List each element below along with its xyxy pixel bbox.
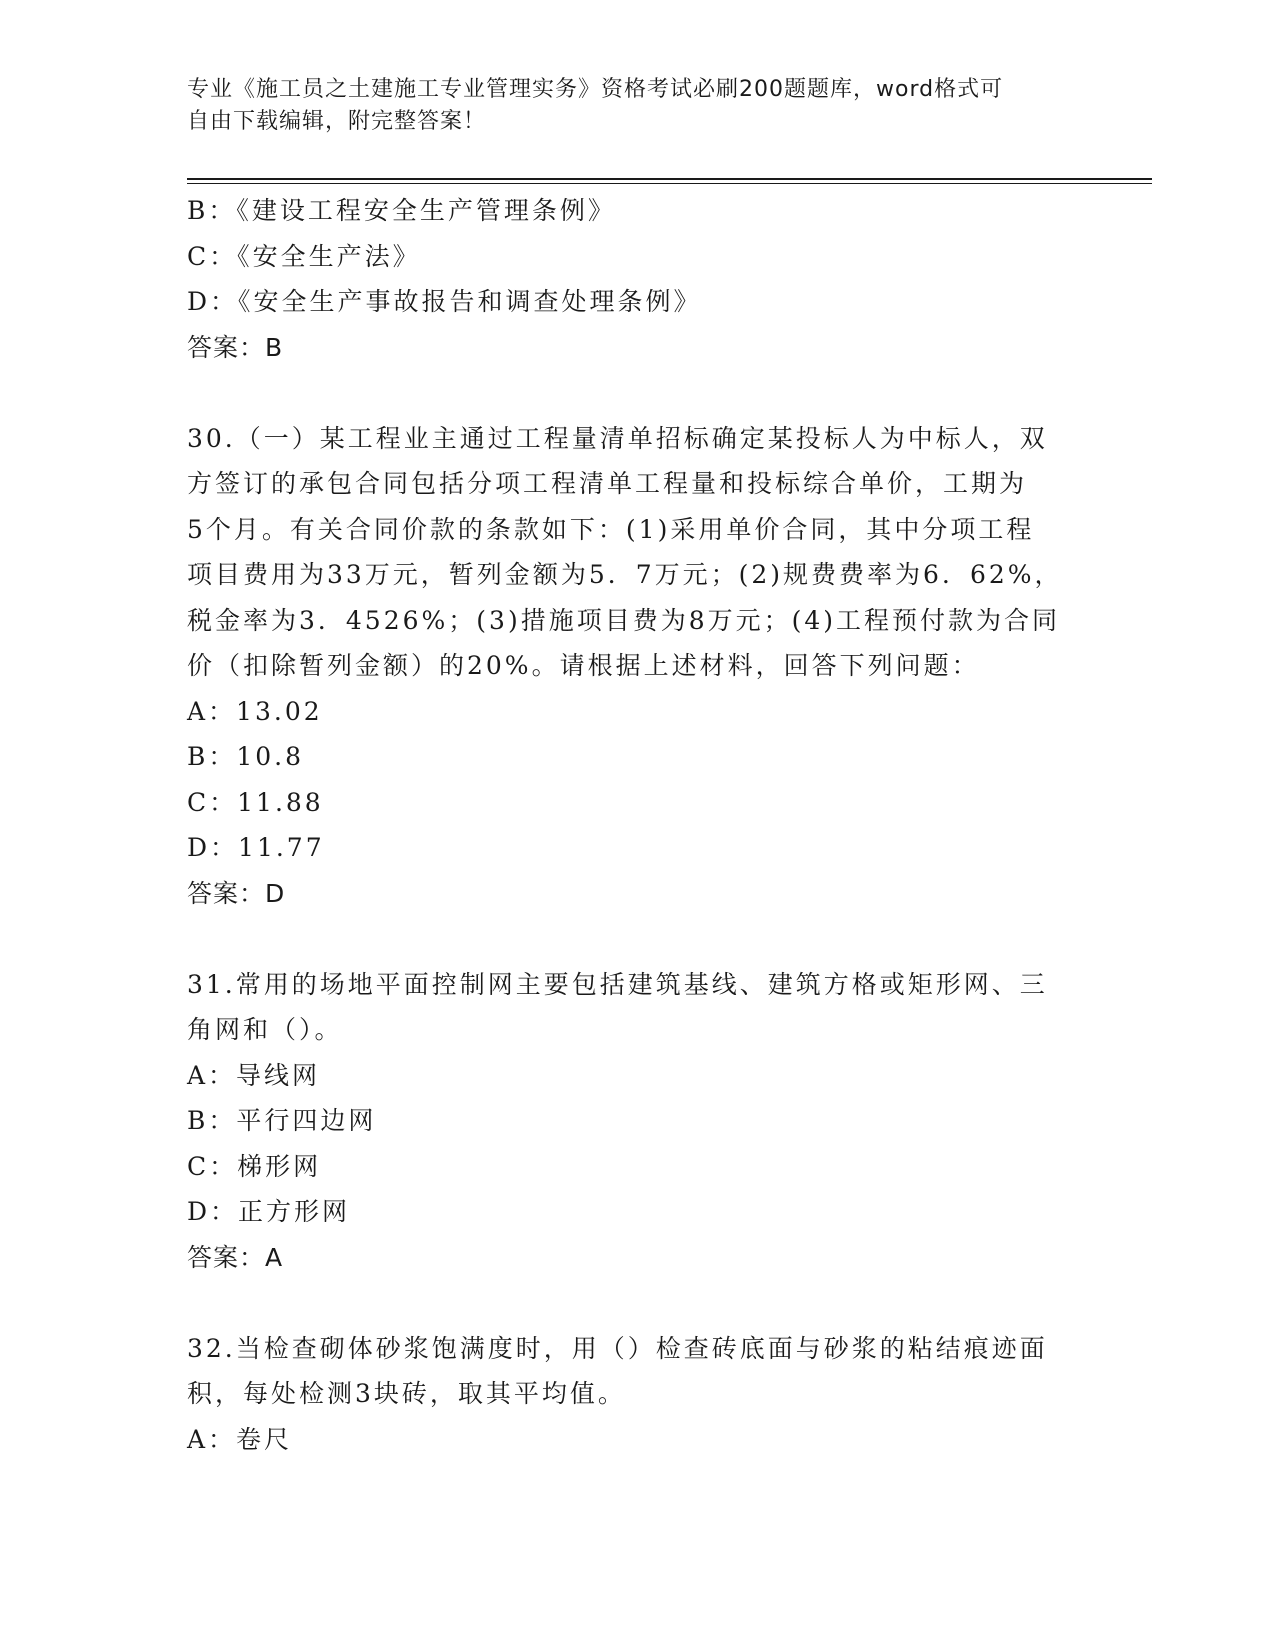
spacer [187, 916, 1087, 962]
question-text-line: 5个月。有关合同价款的条款如下：(1)采用单价合同，其中分项工程 [187, 514, 1035, 544]
answer: 答案：A [187, 1242, 284, 1272]
option-a: A：13.02 [187, 696, 323, 726]
question-text-line: 方签订的承包合同包括分项工程清单工程量和投标综合单价，工期为 [187, 469, 1028, 498]
header-divider [187, 178, 1152, 180]
question-text-line: 32.当检查砌体砂浆饱满度时，用（）检查砖底面与砂浆的粘结痕迹面 [187, 1333, 1048, 1363]
question-30 [187, 416, 1087, 917]
option-b: B：平行四边网 [187, 1106, 377, 1135]
question-32 [187, 1326, 1087, 1463]
option-c: C：《安全生产法》 [187, 241, 421, 271]
option-c: C：11.88 [187, 787, 324, 817]
question-text-line: 积，每处检测3块砖，取其平均值。 [187, 1379, 626, 1408]
question-text-line: 31.常用的场地平面控制网主要包括建筑基线、建筑方格或矩形网、三 [187, 969, 1048, 999]
spacer [187, 370, 1087, 416]
document-body [187, 188, 1087, 1462]
spacer [187, 1280, 1087, 1326]
question-text-line: 项目费用为33万元，暂列金额为5．7万元；(2)规费费率为6．62%， [187, 560, 1063, 589]
option-b: B：《建设工程安全生产管理条例》 [187, 196, 616, 225]
question-text-line: 价（扣除暂列金额）的20%。请根据上述材料，回答下列问题： [187, 651, 980, 680]
header-line-1: 专业《施工员之土建施工专业管理实务》资格考试必刷200题题库，word格式可 [187, 77, 1004, 102]
option-b: B：10.8 [187, 742, 305, 771]
header-divider-secondary [187, 183, 1152, 184]
option-d: D：11.77 [187, 833, 325, 862]
option-d: D：正方形网 [187, 1197, 351, 1226]
header-line-2: 自由下载编辑，附完整答案！ [187, 109, 487, 134]
option-a: A：导线网 [187, 1060, 321, 1090]
question-text-line: 税金率为3．4526%；(3)措施项目费为8万元；(4)工程预付款为合同 [187, 605, 1061, 635]
option-c: C：梯形网 [187, 1151, 322, 1181]
question-31 [187, 962, 1087, 1281]
answer: 答案：D [187, 878, 286, 908]
answer: 答案：B [187, 332, 284, 362]
question-29 [187, 188, 1087, 370]
option-d: D：《安全生产事故报告和调查处理条例》 [187, 287, 702, 316]
document-header [187, 74, 1067, 138]
question-text-line: 角网和（）。 [187, 1015, 343, 1044]
question-text-line: 30.（一）某工程业主通过工程量清单招标确定某投标人为中标人，双 [187, 423, 1048, 453]
option-a: A：卷尺 [187, 1424, 293, 1454]
